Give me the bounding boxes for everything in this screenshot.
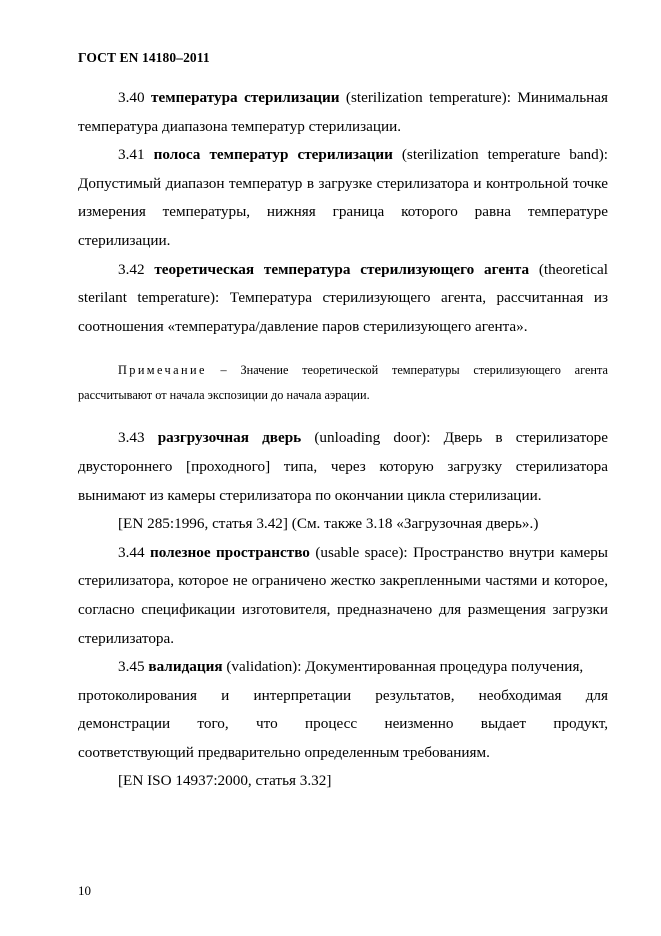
entry-3-45-line-4: соответствующий предварительно определенным требованиям. — [78, 743, 490, 761]
entry-3-40 — [78, 84, 608, 141]
page-number: 10 — [78, 883, 91, 898]
entry-definition: (unloading door): Дверь в стерилизаторе двустороннего [проходного] типа, через которую загрузку стерилизатора вынимают из камеры стерилизатора по окончании цикла стерилизации. — [78, 429, 609, 504]
entry-3-45-line-2: протоколирования и интерпретации результатов, необходимая для — [78, 686, 608, 704]
entry-term: разгрузочная дверь — [157, 429, 302, 447]
note — [78, 358, 608, 408]
note-text: – Значение теоретической температуры стерилизующего агента рассчитывают от начала экспозиции до начала аэрации. — [78, 363, 608, 403]
document-body — [78, 84, 608, 796]
entry-3-45-line-3: демонстрации того, что процесс неизменно выдает продукт, — [78, 715, 608, 733]
entry-number: 3.40 — [118, 89, 145, 106]
entry-term: валидация — [148, 658, 223, 676]
entry-3-45 — [78, 653, 608, 767]
entry-definition: (sterilization temperature): Минимальная температура диапазона температур стерилизации. — [78, 89, 609, 135]
entry-number: 3.41 — [118, 146, 145, 164]
document-code-header: ГОСТ EN 14180–2011 — [78, 50, 210, 65]
entry-term: температура стерилизации — [151, 89, 340, 106]
entry-3-42 — [78, 256, 608, 342]
entry-definition: (theoretical sterilant temperature): Температура стерилизующего агента, рассчитанная из соотношения «температура/давление паров стерилизующего агента». — [78, 260, 608, 335]
entry-definition: (validation): Документированная процедура получения, — [226, 658, 584, 676]
note-label: Примечание — [118, 363, 207, 378]
entry-definition: (sterilization temperature band): Допустимый диапазон температур в загрузке стерилизатора и контрольной точке измерения температуры, нижняя граница которого равна температуре стерилизации. — [78, 146, 609, 249]
reference-3-43: [EN 285:1996, статья 3.42] (См. также 3.18 «Загрузочная дверь».) — [118, 515, 539, 533]
entry-term: полезное пространство — [150, 543, 310, 561]
entry-term: полоса температур стерилизации — [153, 146, 393, 164]
entry-definition: (usable space): Пространство внутри камеры стерилизатора, которое не ограничено жестко закрепленными частями и которое, согласно спецификации изготовителя, предназначено для размещения загрузки стерилизатора. — [78, 543, 609, 647]
entry-number: 3.44 — [118, 543, 145, 561]
entry-3-41 — [78, 141, 608, 255]
entry-number: 3.45 — [118, 658, 145, 676]
entry-number: 3.42 — [118, 260, 145, 278]
entry-term: теоретическая температура стерилизующего агента — [154, 260, 530, 278]
reference-3-45: [EN ISO 14937:2000, статья 3.32] — [118, 772, 332, 790]
entry-3-45-line-1 — [78, 653, 608, 682]
entry-3-44 — [78, 539, 608, 653]
entry-3-43 — [78, 424, 608, 510]
entry-number: 3.43 — [118, 429, 145, 447]
